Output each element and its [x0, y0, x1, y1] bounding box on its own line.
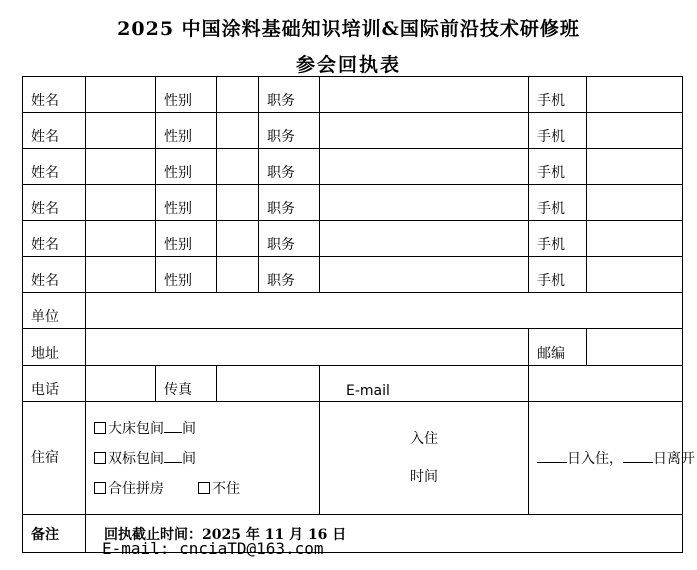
attendee-row	[23, 113, 683, 149]
position-field[interactable]	[320, 149, 529, 185]
mobile-label: 手机	[529, 149, 587, 185]
name-label: 姓名	[23, 185, 86, 221]
position-field[interactable]	[320, 77, 529, 113]
name-field[interactable]	[86, 149, 156, 185]
lodging-options	[86, 402, 320, 515]
attendee-row	[23, 185, 683, 221]
contact-email: E-mail: cnciaTD@163.com	[102, 539, 324, 558]
mobile-label: 手机	[529, 221, 587, 257]
room-unit-label: 间	[182, 421, 196, 437]
form-title: 2025 中国涂料基础知识培训&国际前沿技术研修班	[117, 18, 580, 40]
room-count-blank[interactable]	[164, 420, 182, 433]
address-label: 地址	[23, 329, 86, 366]
gender-field[interactable]	[217, 185, 259, 221]
mobile-label: 手机	[529, 257, 587, 293]
phone-field[interactable]	[86, 366, 156, 402]
name-label: 姓名	[23, 149, 86, 185]
remarks-label: 备注	[23, 515, 86, 553]
company-row	[23, 293, 683, 329]
name-field[interactable]	[86, 221, 156, 257]
mobile-field[interactable]	[587, 221, 683, 257]
attendee-row	[23, 221, 683, 257]
postcode-label: 邮编	[529, 329, 587, 366]
company-label: 单位	[23, 293, 86, 329]
position-label: 职务	[259, 77, 320, 113]
gender-label: 性别	[156, 77, 217, 113]
position-field[interactable]	[320, 185, 529, 221]
mobile-field[interactable]	[587, 185, 683, 221]
attendee-row	[23, 149, 683, 185]
gender-label: 性别	[156, 185, 217, 221]
gender-field[interactable]	[217, 77, 259, 113]
king-room-option[interactable]	[94, 418, 319, 438]
mobile-field[interactable]	[587, 257, 683, 293]
address-row	[23, 329, 683, 366]
no-stay-label: 不住	[212, 481, 240, 497]
position-label: 职务	[259, 185, 320, 221]
shared-room-label: 合住拼房	[108, 481, 164, 497]
room-unit-label: 间	[182, 451, 196, 467]
phone-label: 电话	[23, 366, 86, 402]
name-field[interactable]	[86, 77, 156, 113]
twin-room-option[interactable]	[94, 448, 319, 468]
gender-field[interactable]	[217, 113, 259, 149]
mobile-field[interactable]	[587, 149, 683, 185]
checkbox-icon[interactable]	[198, 482, 210, 494]
position-field[interactable]	[320, 221, 529, 257]
position-label: 职务	[259, 221, 320, 257]
form-subtitle: 参会回执表	[295, 54, 401, 76]
lodging-row	[23, 402, 683, 515]
mobile-label: 手机	[529, 77, 587, 113]
company-field[interactable]	[86, 293, 683, 329]
name-label: 姓名	[23, 257, 86, 293]
name-field[interactable]	[86, 257, 156, 293]
checkbox-icon[interactable]	[94, 422, 106, 434]
king-room-label: 大床包间	[108, 421, 164, 437]
checkin-day-blank[interactable]	[537, 450, 567, 463]
checkout-suffix: 日离开	[653, 451, 695, 467]
registration-form-table	[22, 76, 695, 553]
email-label: E-mail	[320, 366, 529, 402]
gender-label: 性别	[156, 149, 217, 185]
gender-field[interactable]	[217, 257, 259, 293]
position-field[interactable]	[320, 257, 529, 293]
name-label: 姓名	[23, 221, 86, 257]
gender-label: 性别	[156, 113, 217, 149]
contact-row	[23, 366, 683, 402]
checkbox-icon[interactable]	[94, 452, 106, 464]
mobile-label: 手机	[529, 185, 587, 221]
name-field[interactable]	[86, 113, 156, 149]
position-field[interactable]	[320, 113, 529, 149]
gender-field[interactable]	[217, 221, 259, 257]
gender-label: 性别	[156, 257, 217, 293]
room-count-blank[interactable]	[164, 450, 182, 463]
mobile-field[interactable]	[587, 113, 683, 149]
name-field[interactable]	[86, 185, 156, 221]
attendee-row	[23, 257, 683, 293]
shared-room-options	[94, 478, 319, 498]
deadline-text: 回执截止时间：2025 年 11 月 16 日	[86, 515, 683, 553]
mobile-label: 手机	[529, 113, 587, 149]
gender-field[interactable]	[217, 149, 259, 185]
checkin-label-line1: 入住	[410, 431, 438, 447]
fax-field[interactable]	[217, 366, 320, 402]
attendee-row	[23, 77, 683, 113]
name-label: 姓名	[23, 113, 86, 149]
mobile-field[interactable]	[587, 77, 683, 113]
email-field[interactable]	[529, 366, 683, 402]
position-label: 职务	[259, 113, 320, 149]
checkin-dates-field	[529, 402, 695, 515]
position-label: 职务	[259, 149, 320, 185]
gender-label: 性别	[156, 221, 217, 257]
twin-room-label: 双标包间	[108, 451, 164, 467]
checkin-suffix: 日入住，	[567, 451, 623, 467]
checkin-time-label	[320, 402, 529, 515]
checkbox-icon[interactable]	[94, 482, 106, 494]
checkout-day-blank[interactable]	[623, 450, 653, 463]
name-label: 姓名	[23, 77, 86, 113]
checkin-label-line2: 时间	[410, 469, 438, 485]
lodging-label: 住宿	[23, 402, 86, 515]
position-label: 职务	[259, 257, 320, 293]
address-field[interactable]	[86, 329, 529, 366]
fax-label: 传真	[156, 366, 217, 402]
postcode-field[interactable]	[587, 329, 683, 366]
